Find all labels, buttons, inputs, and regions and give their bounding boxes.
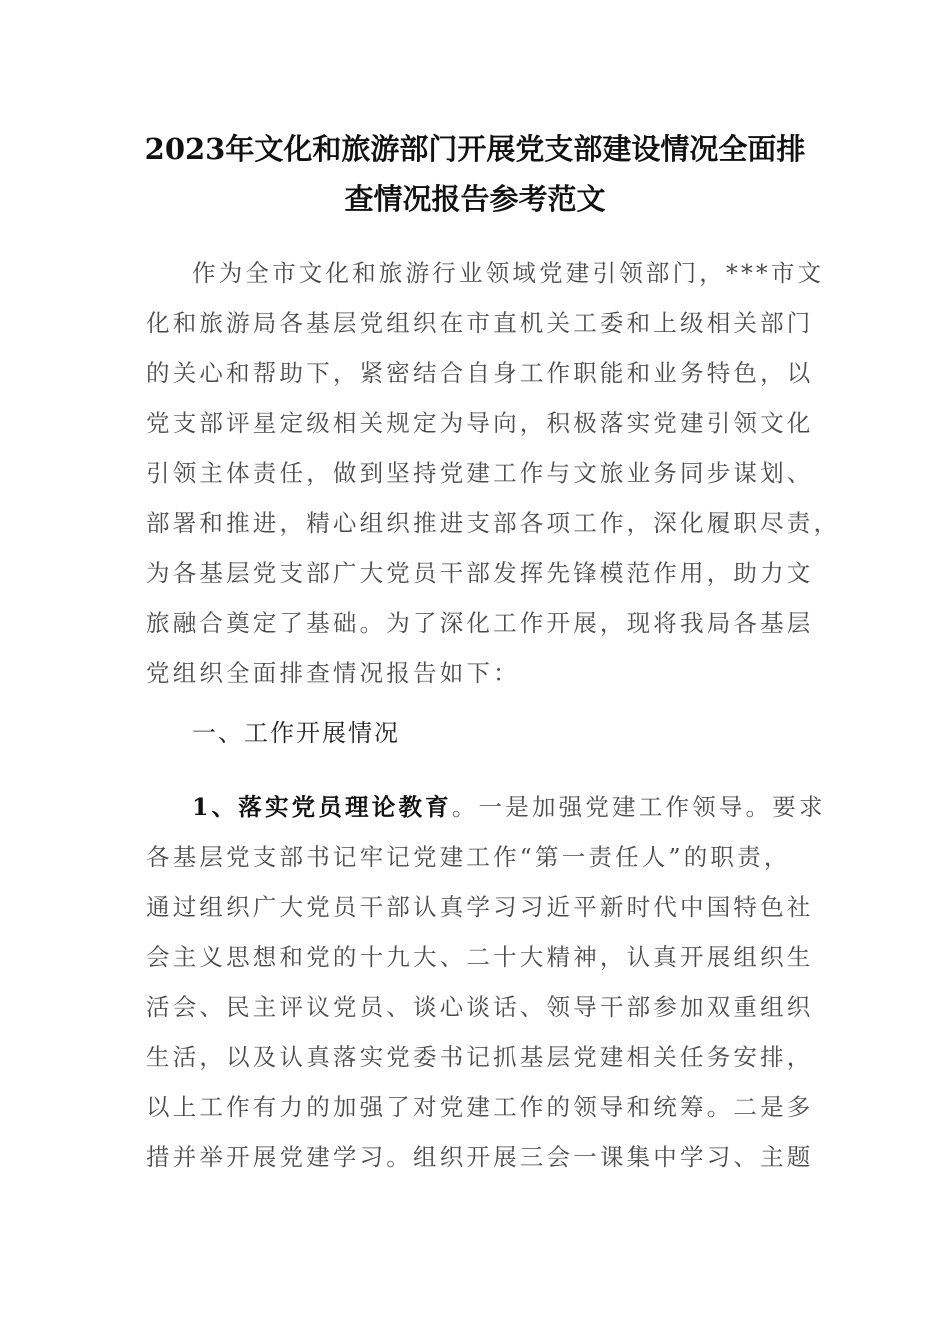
paragraph-line: 通过组织广大党员干部认真学习习近平新时代中国特色社 — [146, 893, 814, 921]
paragraph-line: 引领主体责任，做到坚持党建工作与文旅业务同步谋划、 — [146, 459, 814, 487]
item-first-line — [192, 792, 826, 822]
paragraph-line: 以上工作有力的加强了对党建工作的领导和统筹。二是多 — [146, 1093, 814, 1121]
paragraph-line: 为各基层党支部广大党员干部发挥先锋模范作用，助力文 — [146, 559, 814, 587]
paragraph-line: 党支部评星定级相关规定为导向，积极落实党建引领文化 — [146, 409, 814, 437]
document-title — [120, 124, 830, 224]
paragraph-line: 会主义思想和党的十九大、二十大精神，认真开展组织生 — [146, 943, 814, 971]
paragraph-line: 部署和推进，精心组织推进支部各项工作，深化履职尽责， — [146, 509, 841, 537]
title-line-2: 查情况报告参考范文 — [344, 182, 606, 216]
paragraph-line: 活会、民主评议党员、谈心谈话、领导干部参加双重组织 — [146, 993, 814, 1021]
paragraph-line: 的关心和帮助下，紧密结合自身工作职能和业务特色，以 — [146, 359, 814, 387]
paragraph-line: 措并举开展党建学习。组织开展三会一课集中学习、主题 — [146, 1143, 814, 1171]
paragraph-line: 党组织全面排查情况报告如下： — [146, 659, 520, 687]
paragraph-line: 各基层党支部书记牢记党建工作“第一责任人”的职责， — [146, 843, 791, 871]
paragraph-line: 作为全市文化和旅游行业领域党建引领部门，***市文 — [192, 259, 825, 287]
item-lead-heading: 1、落实党员理论教育 — [192, 793, 452, 821]
section-heading: 一、工作开展情况 — [192, 719, 400, 747]
paragraph-line: 生活，以及认真落实党委书记抓基层党建相关任务安排， — [146, 1043, 814, 1071]
paragraph-line: 化和旅游局各基层党组织在市直机关工委和上级相关部门 — [146, 309, 814, 337]
paragraph-line: 旅融合奠定了基础。为了深化工作开展，现将我局各基层 — [146, 609, 814, 637]
item-first-line-text: 。一是加强党建工作领导。要求 — [451, 793, 826, 821]
title-line-1: 2023年文化和旅游部门开展党支部建设情况全面排 — [144, 132, 806, 166]
